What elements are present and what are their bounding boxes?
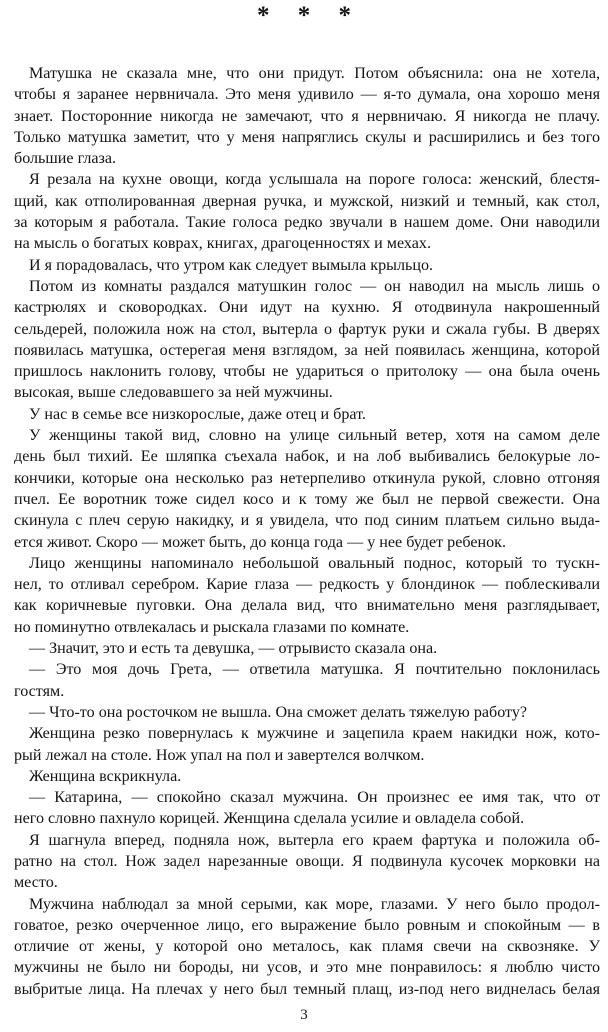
text-line: Женщина резко повернулась к мужчине и зацепила краем накидки нож, кото- — [29, 725, 600, 743]
text-line: И я порадовалась, что утром как следует вымыла крыльцо. — [29, 256, 434, 274]
text-line: Матушка не сказала мне, что они придут. Потом объяснила: она не хотела, — [29, 65, 600, 82]
text-line: скинула с плеч серую накидку, и я увидела, что под синим платьем сильно выда- — [14, 512, 600, 530]
text-line: нел, то отливал серебром. Карие глаза — редкость у блондинок — поблескивали — [14, 576, 600, 594]
text-line: — Значит, это и есть та девушка, — отрывисто сказала она. — [29, 640, 438, 658]
text-line: кастрюлях и сковородках. Они идут на кухню. Я отодвинула накрошенный — [14, 299, 600, 317]
text-line: пчел. Ее воротник тоже сидел косо и к тому же был не первой свежести. Она — [14, 490, 600, 508]
text-line: Женщина вскрикнула. — [29, 767, 182, 785]
text-line: — Что-то она росточком не вышла. Она сможет делать тяжелую работу? — [29, 703, 528, 721]
text-line: за которым я работала. Такие голоса редко звучали в нашем доме. Они наводили — [14, 214, 600, 232]
text-line: появилась матушка, остерегая меня взглядом, за ней появилась женщина, которой — [14, 341, 600, 359]
text-line: но поминутно отвлекалась и рыскала глазами по комнате. — [14, 618, 410, 636]
text-line: Мужчина наблюдал за мной серыми, как море, глазами. У него было продол- — [29, 895, 600, 913]
body-text — [14, 63, 600, 1000]
text-line: выбритые лица. На плечах у него был темный плащ, из-под него виднелась белая — [14, 980, 600, 998]
text-line: У нас в семье все низкорослые, даже отец и брат. — [29, 405, 366, 423]
text-line: Я шагнула вперед, подняла нож, вытерла его краем фартука и положила об- — [29, 831, 600, 849]
section-separator: * * * — [257, 2, 362, 29]
text-line: на мысль о богатых коврах, книгах, драгоценностях и мехах. — [14, 235, 431, 253]
text-line: большие глаза. — [14, 150, 117, 168]
text-line: — Катарина, — спокойно сказал мужчина. Он произнес ее имя так, что от — [29, 789, 600, 807]
text-line: сельдерей, положила нож на стол, вытерла о фартук руки и сжала губы. В дверях — [14, 320, 600, 338]
text-line: Я резала на кухне овощи, когда услышала на пороге голоса: женский, блестя- — [29, 171, 600, 189]
text-line: Потом из комнаты раздался матушкин голос — он наводил на мысль лишь о — [29, 277, 600, 295]
text-line: — Это моя дочь Грета, — ответила матушка. Я почтительно поклонилась — [29, 661, 600, 679]
text-line: мужчины не было ни бороды, ни усов, и это мне понравилось: я люблю чисто — [14, 959, 600, 977]
text-line: У женщины такой вид, словно на улице сильный ветер, хотя на самом деле — [29, 427, 600, 445]
text-line: него словно пахнуло корицей. Женщина сделала усилие и овладела собой. — [14, 810, 525, 828]
text-line: день был тихий. Ее шляпка съехала набок, и на лоб выбивались белокурые ло- — [14, 448, 600, 466]
text-line: пришлось наклонить голову, чтобы не удариться о притолоку — она была очень — [14, 363, 600, 381]
text-line: ратно на стол. Нож задел нарезанные овощи. Я подвинула кусочек морковки на — [14, 852, 600, 870]
text-line: гостям. — [14, 682, 65, 700]
text-line: знает. Посторонние никогда не замечают, что я нервничаю. Я никогда не плачу. — [14, 107, 600, 125]
text-line: кончики, которые она несколько раз нетерпеливо откинула рукой, словно отгоняя — [14, 469, 600, 487]
text-line: рый лежал на столе. Нож упал на пол и завертелся волчком. — [14, 746, 425, 764]
text-line: как коричневые пуговки. Она делала вид, что внимательно меня разглядывает, — [14, 597, 600, 615]
text-line: щий, как отполированная дверная ручка, и мужской, низкий и темный, как стол, — [14, 192, 600, 210]
text-line: место. — [14, 874, 58, 892]
text-line: Только матушка заметит, что у меня напряглись скулы и расширились и без того — [14, 128, 600, 146]
text-line: Лицо женщины напоминало небольшой овальный поднос, который то тускн- — [29, 554, 600, 572]
text-line: высокая, выше следовавшего за ней мужчины. — [14, 384, 333, 402]
text-line: говатое, резко очерченное лицо, его выражение было ровным и спокойным — в — [14, 916, 600, 934]
page-number: 3 — [300, 1007, 308, 1023]
text-line: ется живот. Скоро — может быть, до конца года — у нее будет ребенок. — [14, 533, 506, 551]
text-line: чтобы я заранее нервничала. Это меня удивило — я-то думала, она хорошо меня — [14, 86, 600, 104]
text-line: отличие от жены, у которой оно металось, как пламя свечи на сквозняке. У — [14, 938, 600, 956]
